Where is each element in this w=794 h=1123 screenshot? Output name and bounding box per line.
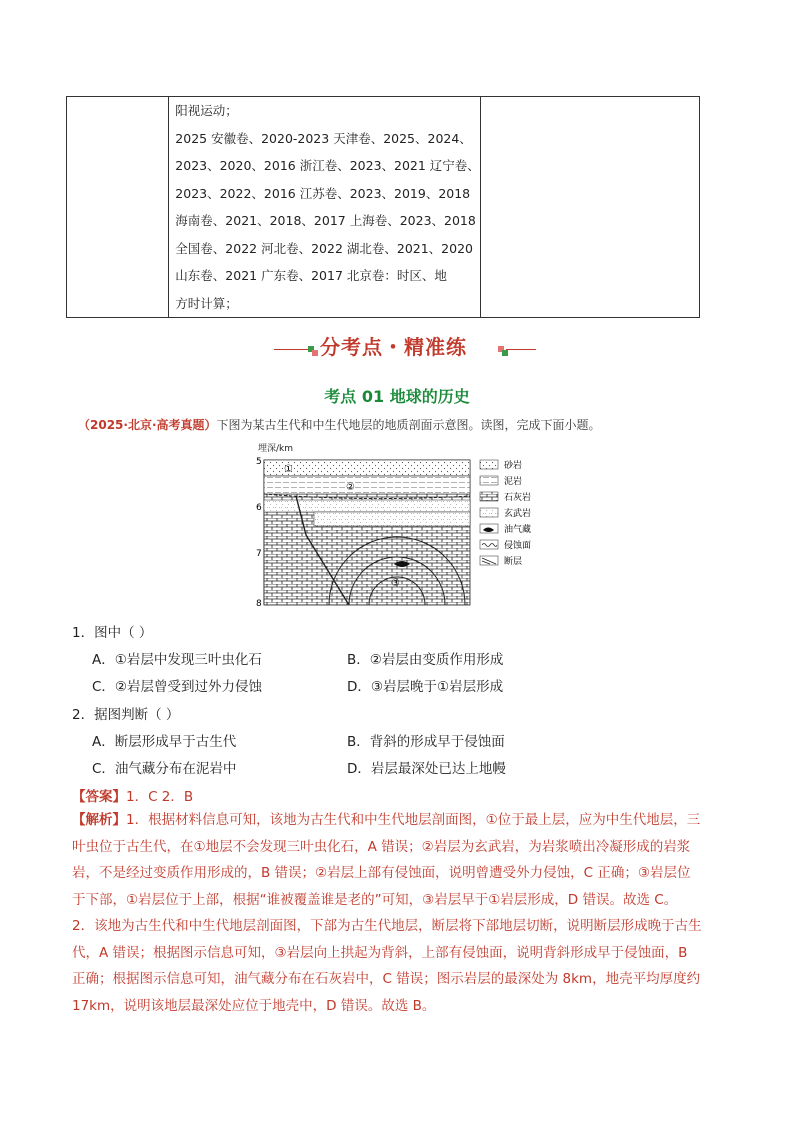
layer-label: ① [284,464,293,475]
y-tick-label: 5 [256,457,262,467]
legend-label: 石灰岩 [504,493,532,503]
banner-line-right [506,349,536,350]
legend-label: 侵蚀面 [504,541,532,551]
table-line: 山东卷、2021 广东卷、2017 北京卷：时区、地 [175,268,447,283]
answer-label: 【答案】 [72,789,126,805]
question-1-option-b: B．②岩层由变质作用形成 [347,652,504,668]
answer-line [72,785,193,805]
banner-line-left [274,349,312,350]
y-tick-label: 7 [256,549,262,559]
question-1-stem: 1．图中（ ） [72,625,153,641]
layer-basalt [264,500,470,512]
question-1-option-c: C．②岩层曾受到过外力侵蚀 [92,679,263,695]
analysis-line: 岩，不是经过变质作用形成的，B 错误；②岩层上部有侵蚀面，说明曾遭受外力侵蚀，C 正确；③岩层位 [72,865,691,881]
table-line: 2023、2020、2016 浙江卷、2023、2021 辽宁卷、 [175,158,480,173]
table-cell-empty-right [480,97,699,318]
legend-label: 油气藏 [504,525,532,535]
question-source: （2025·北京·高考真题） [78,418,217,432]
section-banner [270,330,536,360]
analysis-label: 【解析】 [72,812,126,828]
question-1-option-a: A．①岩层中发现三叶虫化石 [92,652,262,668]
table-line: 海南卷、2021、2018、2017 上海卷、2023、2018 [175,213,476,228]
banner-square-green [502,350,508,356]
question-intro-text: 下图为某古生代和中生代地层的地质剖面示意图。读图，完成下面小题。 [216,418,601,432]
banner-square-pink [312,350,318,356]
y-tick-label: 6 [256,503,262,513]
analysis-block [72,807,728,1019]
y-tick-label: 8 [256,599,262,609]
table-line: 方时计算； [175,295,238,311]
analysis-line: 代，A 错误；根据图示信息可知，③岩层向上拱起为背斜，上部有侵蚀面，说明背斜形成早于侵蚀面，B [72,944,688,961]
legend-label: 泥岩 [504,477,523,487]
table-line: 2025 安徽卷、2020-2023 天津卷、2025、2024、 [175,130,472,146]
y-axis-label: 埋深/km [258,444,294,454]
legend-label: 砂岩 [504,461,523,471]
question-1-option-d: D．③岩层晚于①岩层形成 [347,679,504,695]
answer-text: 1．C 2．B [126,789,194,805]
geologic-section-figure [254,440,544,610]
question-2-option-d: D．岩层最深处已达上地幔 [347,761,506,777]
layer-label: ③ [391,578,400,589]
analysis-line: 17km，说明该地层最深处应位于地壳中，D 错误。故选 B。 [72,997,436,1014]
analysis-line: 于下部，①岩层位于上部，根据“谁被覆盖谁是老的”可知，③岩层早于①岩层形成，D 错误。故选 C。 [72,891,678,908]
table-cell-empty-left [67,97,169,318]
table-cell-sources [169,97,481,318]
table-line: 阳视运动； [175,103,238,118]
layer-mudstone [264,476,470,494]
table-line: 2023、2022、2016 江苏卷、2023、2019、2018 [175,185,471,201]
legend-label: 玄武岩 [504,509,532,519]
layer-basalt-lower [314,512,470,526]
exam-source-table [66,96,700,318]
question-2-option-b: B．背斜的形成早于侵蚀面 [347,734,505,750]
analysis-line: 1．根据材料信息可知，该地为古生代和中生代地层剖面图，①位于最上层，应为中生代地层，三 [126,812,701,828]
question-2-stem: 2．据图判断（ ） [72,707,180,723]
analysis-line: 2．该地为古生代和中生代地层剖面图，下部为古生代地层，断层将下部地层切断，说明断层形成晚于古生 [72,918,702,934]
legend-label: 断层 [504,557,523,567]
question-2-option-c: C．油气藏分布在泥岩中 [92,761,237,777]
analysis-line: 正确；根据图示信息可知，油气藏分布在石灰岩中，C 错误；图示岩层的最深处为 8km，地壳平均厚度约 [72,971,701,987]
question-intro [78,416,601,433]
section-title: 分考点・精准练 [320,335,467,359]
layer-sandstone [264,460,470,476]
question-2-option-a: A．断层形成早于古生代 [92,734,237,750]
layer-label: ② [346,482,355,493]
analysis-line: 叶虫位于古生代，在①地层不会发现三叶虫化石，A 错误；②岩层为玄武岩，为岩浆喷出冷凝形成的岩浆 [72,838,691,855]
table-line: 全国卷、2022 河北卷、2022 湖北卷、2021、2020 [175,240,473,256]
figure-legend [480,459,531,567]
kaodian-title: 考点 01 地球的历史 [324,387,470,406]
